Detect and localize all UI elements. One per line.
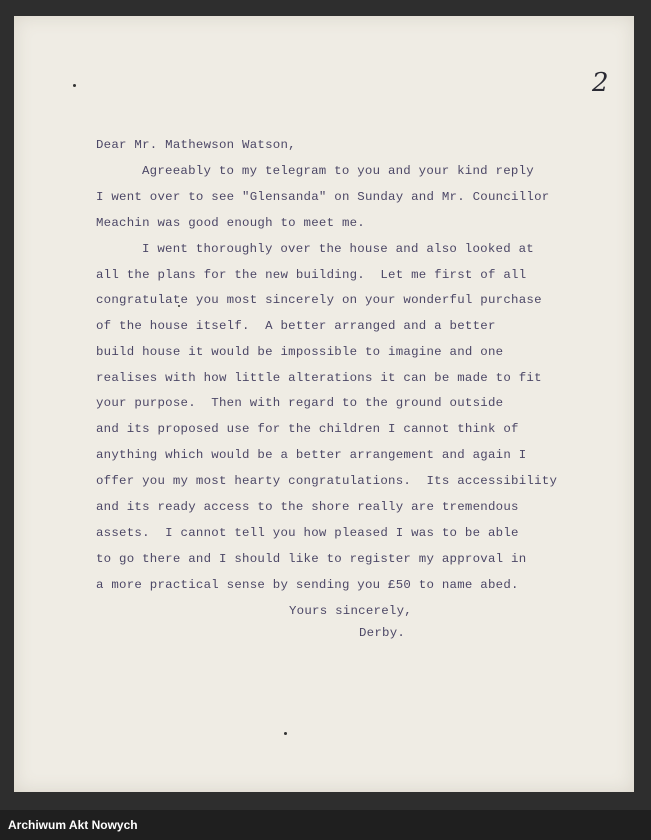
body-line: Meachin was good enough to meet me.	[96, 216, 365, 230]
paper-speck	[284, 732, 287, 735]
body-line: realises with how little alterations it can be made to fit	[96, 371, 542, 385]
body-line: and its proposed use for the children I cannot think of	[96, 422, 519, 436]
paper-speck	[73, 84, 76, 87]
body-line: congratulate you most sincerely on your wonderful purchase	[96, 293, 542, 307]
signature: Derby.	[359, 626, 406, 640]
body-line: Agreeably to my telegram to you and your kind reply	[142, 164, 534, 178]
archive-label: Archiwum Akt Nowych	[8, 818, 138, 832]
body-line: all the plans for the new building. Let me first of all	[96, 268, 527, 282]
body-line: I went thoroughly over the house and also looked at	[142, 242, 534, 256]
body-line: build house it would be impossible to imagine and one	[96, 345, 504, 359]
body-line: your purpose. Then with regard to the ground outside	[96, 396, 504, 410]
body-line: to go there and I should like to register my approval in	[96, 552, 527, 566]
body-line: I went over to see "Glensanda" on Sunday and Mr. Councillor	[96, 190, 550, 204]
body-line: of the house itself. A better arranged and a better	[96, 319, 496, 333]
body-line: anything which would be a better arrangement and again I	[96, 448, 527, 462]
body-line: offer you my most hearty congratulations. Its accessibility	[96, 474, 558, 488]
body-line: assets. I cannot tell you how pleased I was to be able	[96, 526, 519, 540]
page-number: 2	[592, 68, 609, 98]
salutation: Dear Mr. Mathewson Watson,	[96, 138, 296, 152]
closing: Yours sincerely,	[289, 604, 412, 618]
letter-page	[14, 16, 634, 792]
body-line: and its ready access to the shore really are tremendous	[96, 500, 519, 514]
body-line: a more practical sense by sending you £50 to name abed.	[96, 578, 519, 592]
